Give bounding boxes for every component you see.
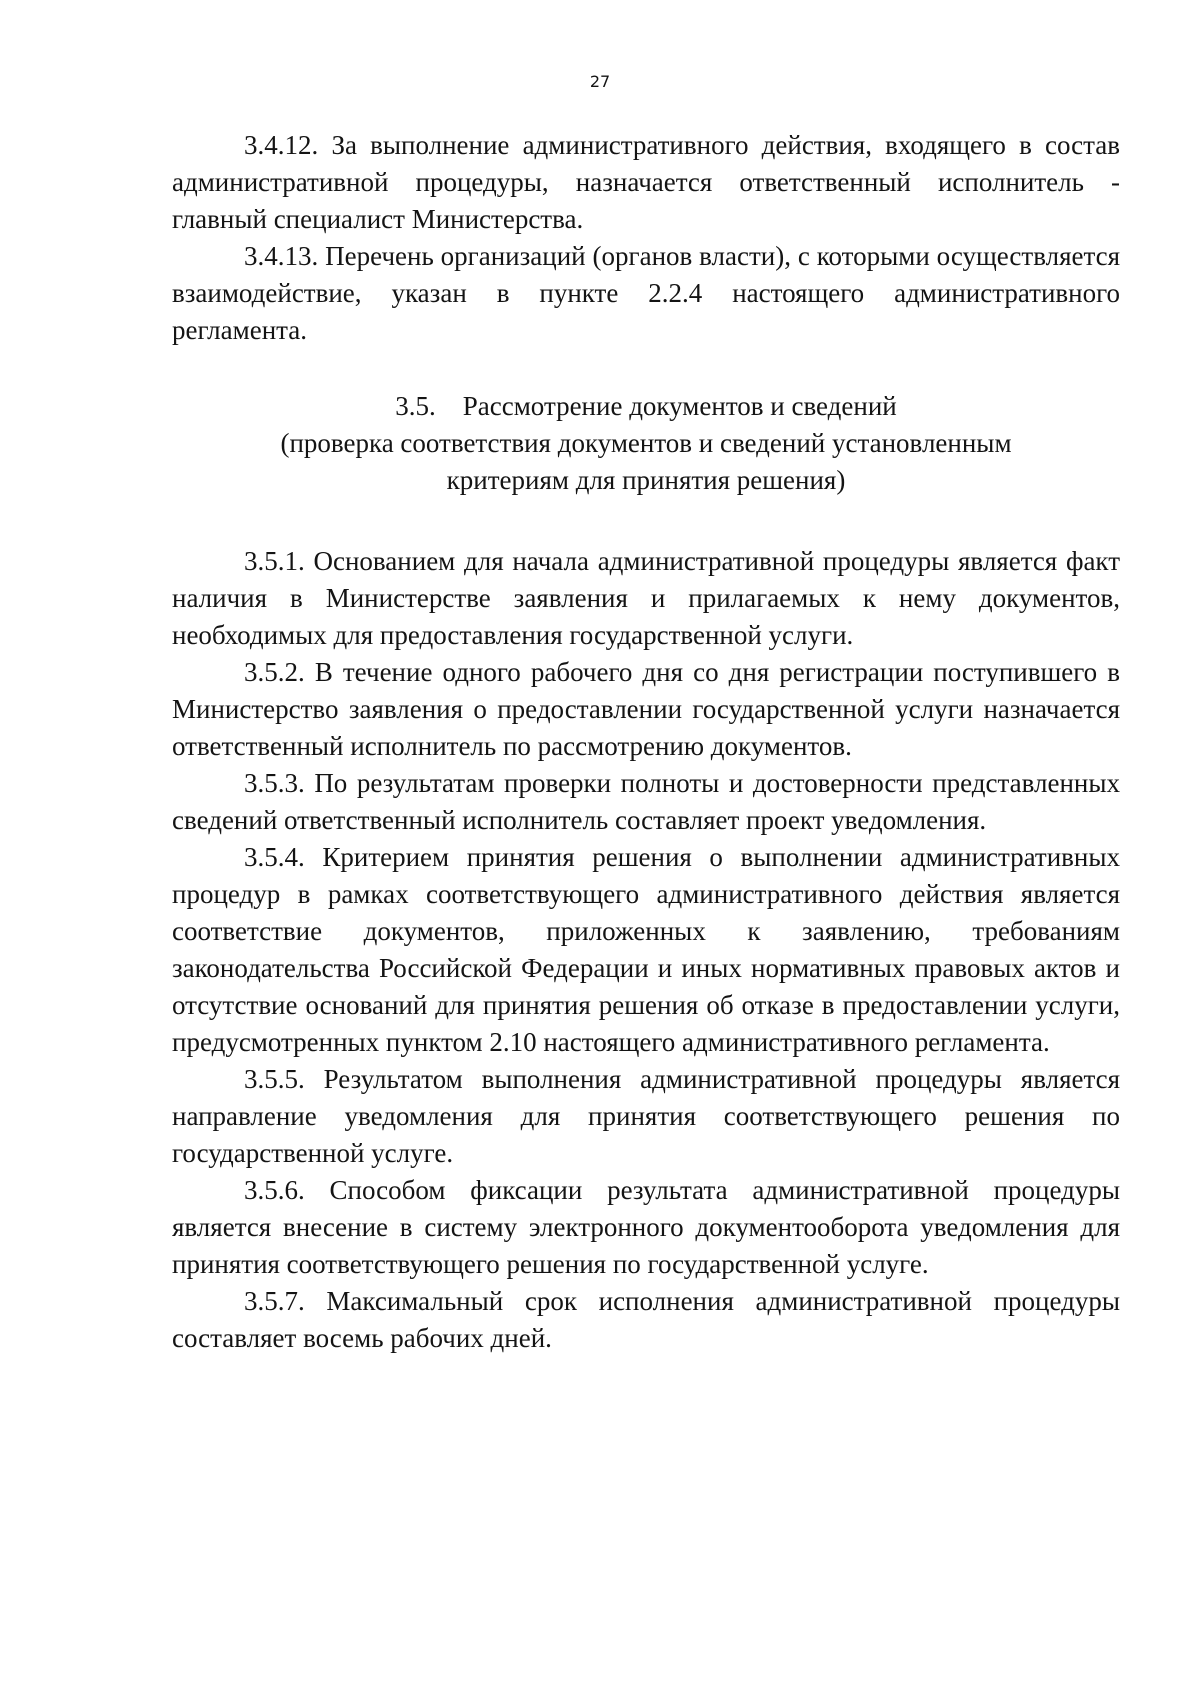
paragraph-number: 3.5.4. bbox=[244, 842, 305, 872]
paragraph-3-5-7 bbox=[172, 1283, 1120, 1357]
section-subtitle-line-2: критериям для принятия решения) bbox=[446, 465, 846, 495]
paragraph-number: 3.5.7. bbox=[244, 1286, 305, 1316]
paragraph-text: Основанием для начала административной процедуры является факт наличия в Министерстве заявления и прилагаемых к нему документов, необходимых для предоставления государственной услуги. bbox=[172, 546, 1120, 650]
section-heading bbox=[172, 388, 1120, 499]
paragraph-number: 3.4.13. bbox=[244, 241, 319, 271]
paragraph-text: Перечень организаций (органов власти), с которыми осуществляется взаимодействие, указан в пункте 2.2.4 настоящего административного регламента. bbox=[172, 241, 1121, 345]
section-subtitle-line-1: (проверка соответствия документов и сведений установленным bbox=[280, 428, 1012, 458]
paragraph-text: Результатом выполнения административной процедуры является направление уведомления для принятия соответствующего решения по государственной услуге. bbox=[172, 1064, 1121, 1168]
paragraph-text: Критерием принятия решения о выполнении административных процедур в рамках соответствующего административного действия является соответствие документов, приложенных к заявлению, требованиям законодательства Российской Федерации и иных нормативных правовых актов и отсутствие оснований для принятия решения об отказе в предоставлении услуги, предусмотренных пунктом 2.10 настоящего административного регламента. bbox=[172, 842, 1121, 1057]
document-body bbox=[172, 127, 1120, 1357]
paragraph-number: 3.4.12. bbox=[244, 130, 319, 160]
paragraph-3-4-13 bbox=[172, 238, 1120, 349]
paragraph-3-5-5 bbox=[172, 1061, 1120, 1172]
paragraph-number: 3.5.5. bbox=[244, 1064, 305, 1094]
paragraph-3-5-6 bbox=[172, 1172, 1120, 1283]
paragraph-number: 3.5.3. bbox=[244, 768, 305, 798]
paragraph-text: Максимальный срок исполнения административной процедуры составляет восемь рабочих дней. bbox=[172, 1286, 1121, 1353]
paragraph-3-5-3 bbox=[172, 765, 1120, 839]
section-title-line bbox=[172, 388, 1120, 425]
paragraph-text: Способом фиксации результата административной процедуры является внесение в систему электронного документооборота уведомления для принятия соответствующего решения по государственной услуге. bbox=[172, 1175, 1121, 1279]
paragraph-3-5-4 bbox=[172, 839, 1120, 1061]
paragraph-number: 3.5.1. bbox=[244, 546, 305, 576]
section-number: 3.5. bbox=[395, 391, 436, 421]
paragraph-text: За выполнение административного действия, входящего в состав административной процедуры, назначается ответственный исполнитель - главный специалист Министерства. bbox=[172, 130, 1121, 234]
section-title: Рассмотрение документов и сведений bbox=[462, 391, 897, 421]
paragraph-number: 3.5.2. bbox=[244, 657, 305, 687]
paragraph-3-4-12 bbox=[172, 127, 1120, 238]
page-number: 27 bbox=[589, 72, 611, 91]
paragraph-text: По результатам проверки полноты и достоверности представленных сведений ответственный исполнитель составляет проект уведомления. bbox=[172, 768, 1120, 835]
paragraph-3-5-2 bbox=[172, 654, 1120, 765]
paragraph-3-5-1 bbox=[172, 543, 1120, 654]
paragraph-number: 3.5.6. bbox=[244, 1175, 305, 1205]
paragraph-text: В течение одного рабочего дня со дня регистрации поступившего в Министерство заявления о предоставлении государственной услуги назначается ответственный исполнитель по рассмотрению документов. bbox=[172, 657, 1120, 761]
